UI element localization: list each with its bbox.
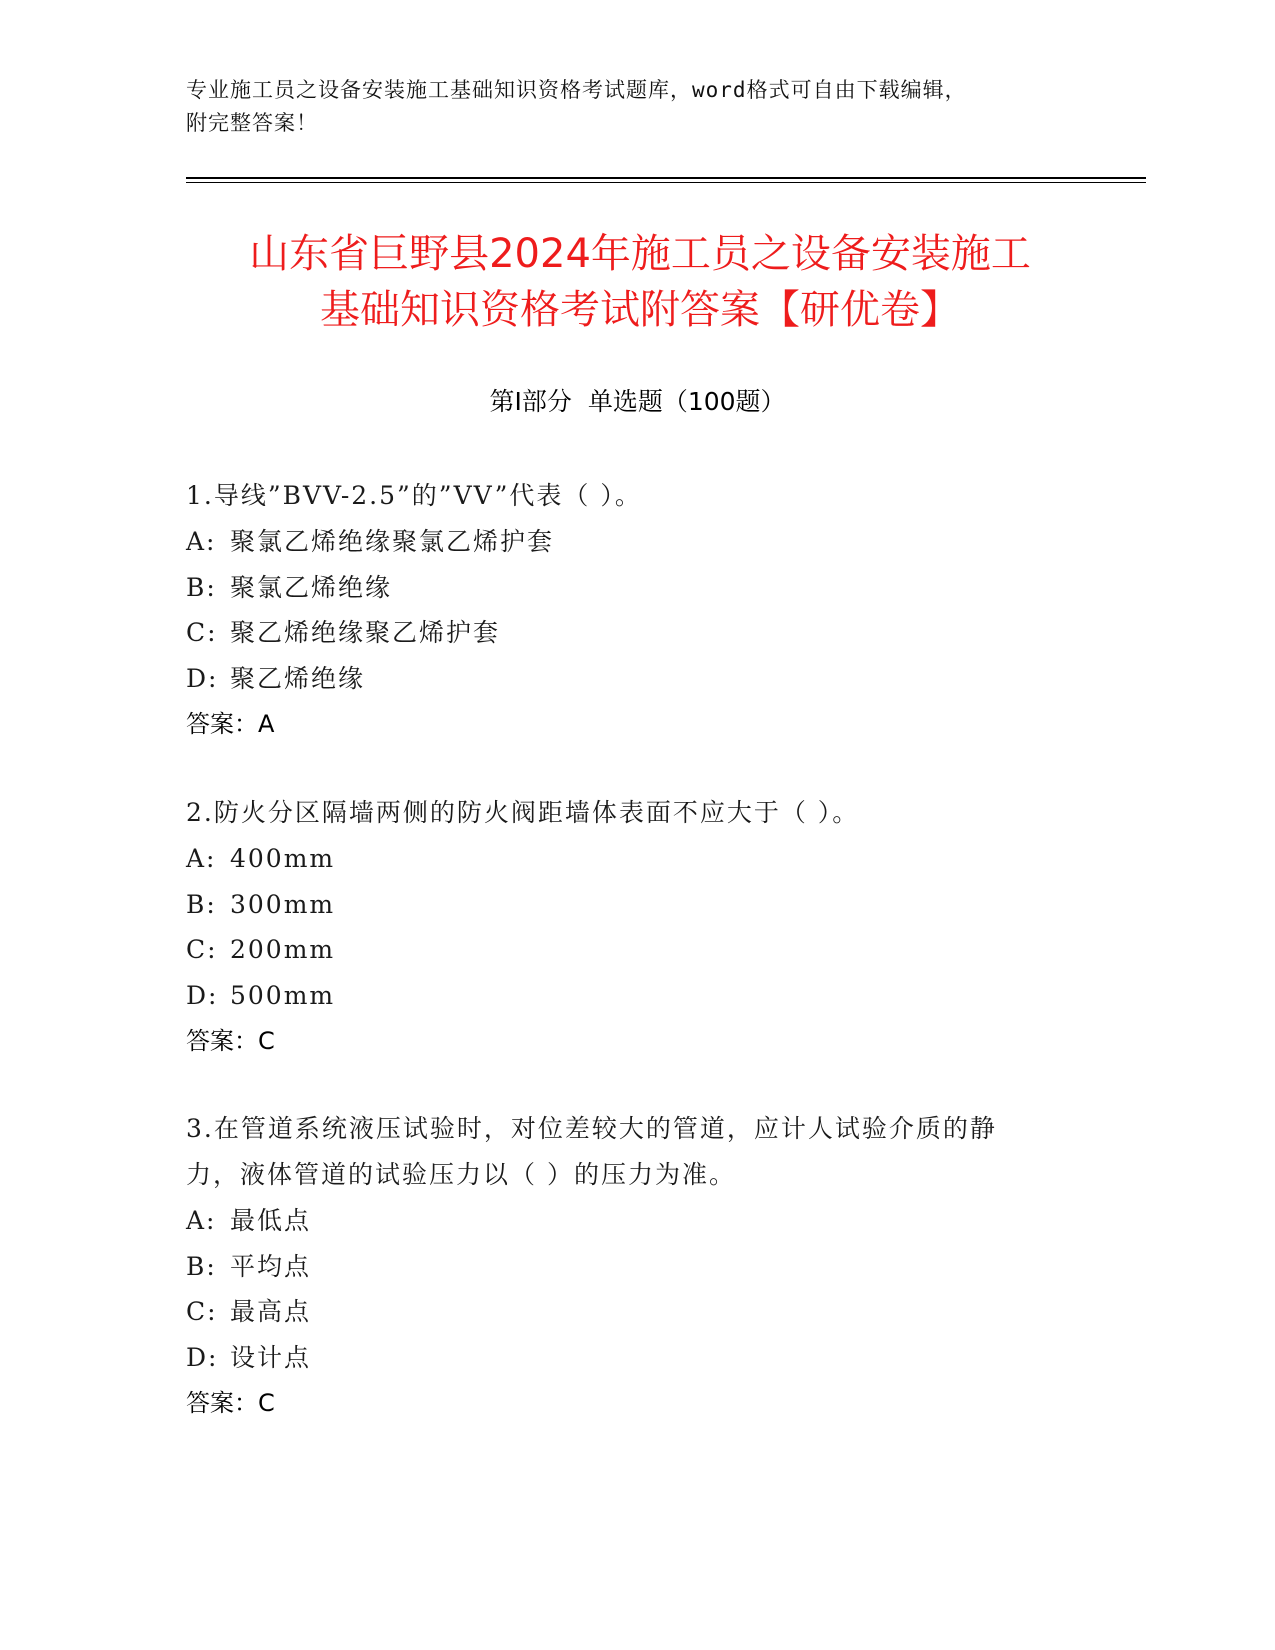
header-divider-thick <box>186 177 1146 179</box>
question-3 <box>186 1106 1066 1426</box>
option-key: C: <box>186 935 218 964</box>
option-c <box>186 927 1066 973</box>
header-note-line-1: 专业施工员之设备安装施工基础知识资格考试题库，word格式可自由下载编辑， <box>186 78 967 102</box>
option-key: A: <box>186 844 217 873</box>
option-text: 最低点 <box>230 1206 312 1235</box>
option-text: 最高点 <box>230 1297 312 1326</box>
header-divider-thin <box>186 182 1146 183</box>
document-title-line-1: 山东省巨野县2024年施工员之设备安装施工 <box>249 231 1031 277</box>
option-text: 设计点 <box>230 1342 312 1372</box>
option-a <box>186 836 1066 882</box>
option-b <box>186 882 1066 928</box>
option-text: 聚氯乙烯绝缘聚氯乙烯护套 <box>230 527 555 556</box>
option-b <box>186 1244 1066 1290</box>
document-title <box>160 226 1120 338</box>
option-d <box>186 1335 1066 1381</box>
question-stem: 2.防火分区隔墙两侧的防火阀距墙体表面不应大于（ ）。 <box>186 798 860 827</box>
option-key: B: <box>186 572 217 602</box>
section-name: 单选题（100题） <box>587 387 786 416</box>
header-note-line-2: 附完整答案！ <box>186 111 318 135</box>
header-note <box>186 74 1076 140</box>
option-c <box>186 1289 1066 1335</box>
option-c <box>186 610 1066 656</box>
option-key: C: <box>186 1297 218 1326</box>
section-part-label: 第Ⅰ部分 <box>489 387 572 416</box>
option-d <box>186 656 1066 702</box>
option-text: 500mm <box>230 980 336 1010</box>
option-text: 200mm <box>230 935 336 964</box>
option-text: 聚乙烯绝缘聚乙烯护套 <box>230 618 501 647</box>
question-stem-line-1: 3.在管道系统液压试验时，对位差较大的管道，应计人试验介质的静 <box>186 1114 997 1143</box>
option-text: 聚氯乙烯绝缘 <box>230 572 393 602</box>
option-key: B: <box>186 1251 217 1281</box>
question-stem: 1.导线”BVV-2.5”的”VV”代表（ ）。 <box>186 481 642 510</box>
option-a <box>186 519 1066 565</box>
option-key: D: <box>186 980 219 1010</box>
answer: 答案：C <box>186 1027 275 1055</box>
option-a <box>186 1198 1066 1244</box>
option-text: 300mm <box>230 889 336 919</box>
question-1 <box>186 473 1066 747</box>
answer: 答案：A <box>186 710 275 738</box>
option-key: A: <box>186 527 217 556</box>
question-stem-line-2: 力，液体管道的试验压力以（ ）的压力为准。 <box>186 1160 736 1189</box>
option-key: D: <box>186 1342 219 1372</box>
option-text: 聚乙烯绝缘 <box>230 663 366 693</box>
option-d <box>186 973 1066 1019</box>
question-2 <box>186 790 1066 1064</box>
option-text: 400mm <box>230 844 336 873</box>
option-text: 平均点 <box>230 1251 312 1281</box>
option-key: B: <box>186 889 217 919</box>
option-key: A: <box>186 1206 217 1235</box>
option-b <box>186 565 1066 611</box>
option-key: C: <box>186 618 218 647</box>
option-key: D: <box>186 663 219 693</box>
section-heading <box>0 384 1275 420</box>
document-title-line-2: 基础知识资格考试附答案【研优卷】 <box>320 287 960 333</box>
answer: 答案：C <box>186 1389 275 1417</box>
